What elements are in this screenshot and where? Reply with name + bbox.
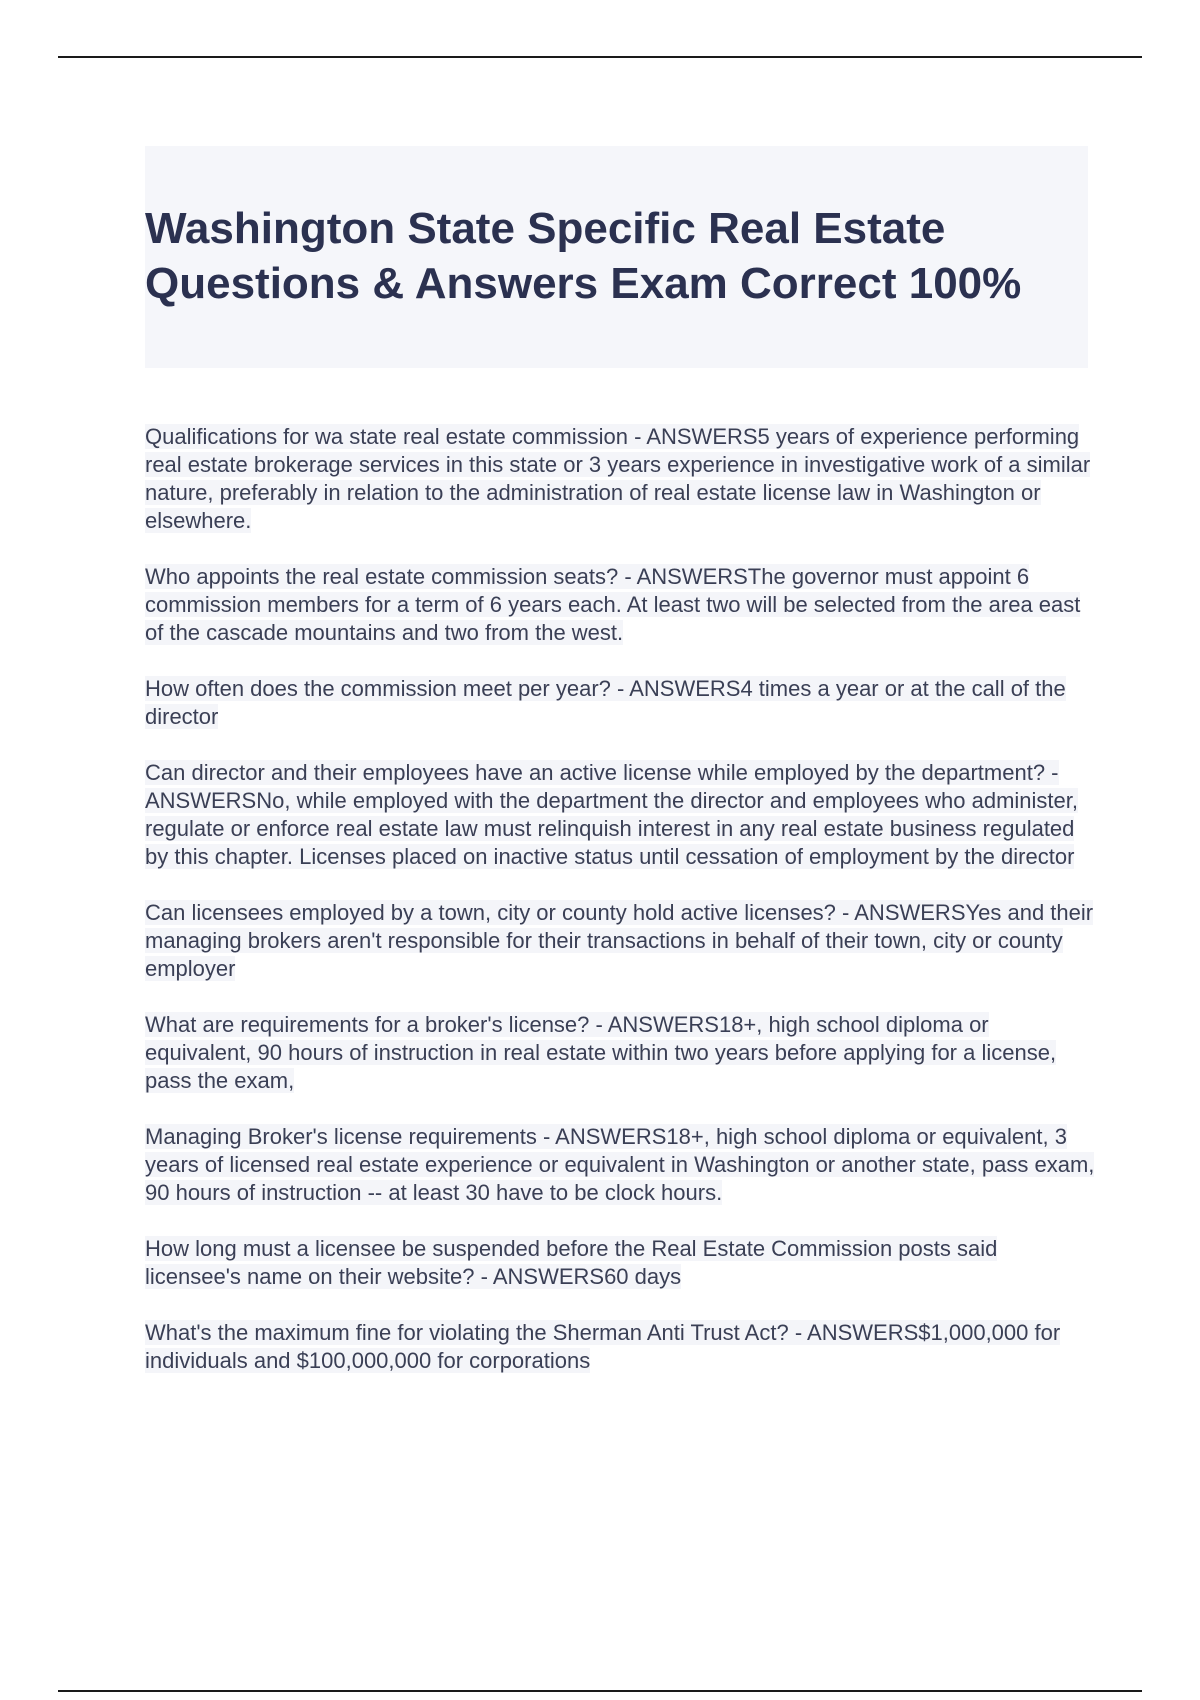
qa-item (145, 423, 1095, 535)
bottom-rule (58, 1690, 1142, 1692)
top-rule (58, 56, 1142, 58)
qa-item (145, 1319, 1095, 1375)
qa-text: Qualifications for wa state real estate commission - ANSWERS5 years of experience performing real estate brokerage services in this state or 3 years experience in investigative work of a similar nature, preferably in relation to the administration of real estate license law in Washington or elsewhere. (145, 424, 1091, 533)
qa-item (145, 563, 1095, 647)
qa-item (145, 1235, 1095, 1291)
qa-text: Can director and their employees have an active license while employed by the department? - ANSWERSNo, while employed with the department the director and employees who administer, regulate or enforce real estate law must relinquish interest in any real estate business regulated by this chapter. Licenses placed on inactive status until cessation of employment by the director (145, 760, 1079, 869)
qa-item (145, 899, 1095, 983)
qa-text: What are requirements for a broker's license? - ANSWERS18+, high school diploma or equivalent, 90 hours of instruction in real estate within two years before applying for a license, pass the exam, (145, 1012, 1057, 1093)
qa-text: How often does the commission meet per year? - ANSWERS4 times a year or at the call of the director (145, 676, 1066, 729)
title-banner (145, 146, 1088, 368)
qa-text: Who appoints the real estate commission seats? - ANSWERSThe governor must appoint 6 commission members for a term of 6 years each. At least two will be selected from the area east of the cascade mountains and two from the west. (145, 564, 1081, 645)
qa-item (145, 1123, 1095, 1207)
qa-text: Can licensees employed by a town, city or county hold active licenses? - ANSWERSYes and their managing brokers aren't responsible for their transactions in behalf of their town, city or county employer (145, 900, 1094, 981)
document-title: Washington State Specific Real Estate Questions & Answers Exam Correct 100% (145, 204, 1022, 308)
qa-item (145, 675, 1095, 731)
qa-text: How long must a licensee be suspended before the Real Estate Commission posts said licensee's name on their website? - ANSWERS60 days (145, 1236, 998, 1289)
qa-text: What's the maximum fine for violating the Sherman Anti Trust Act? - ANSWERS$1,000,000 for individuals and $100,000,000 for corporations (145, 1320, 1061, 1373)
qa-item (145, 759, 1095, 871)
qa-list (145, 423, 1095, 1403)
qa-text: Managing Broker's license requirements - ANSWERS18+, high school diploma or equivalent, 3 years of licensed real estate experience or equivalent in Washington or another state, pass exam, 90 hours of instruction -- at least 30 have to be clock hours. (145, 1124, 1095, 1205)
qa-item (145, 1011, 1095, 1095)
